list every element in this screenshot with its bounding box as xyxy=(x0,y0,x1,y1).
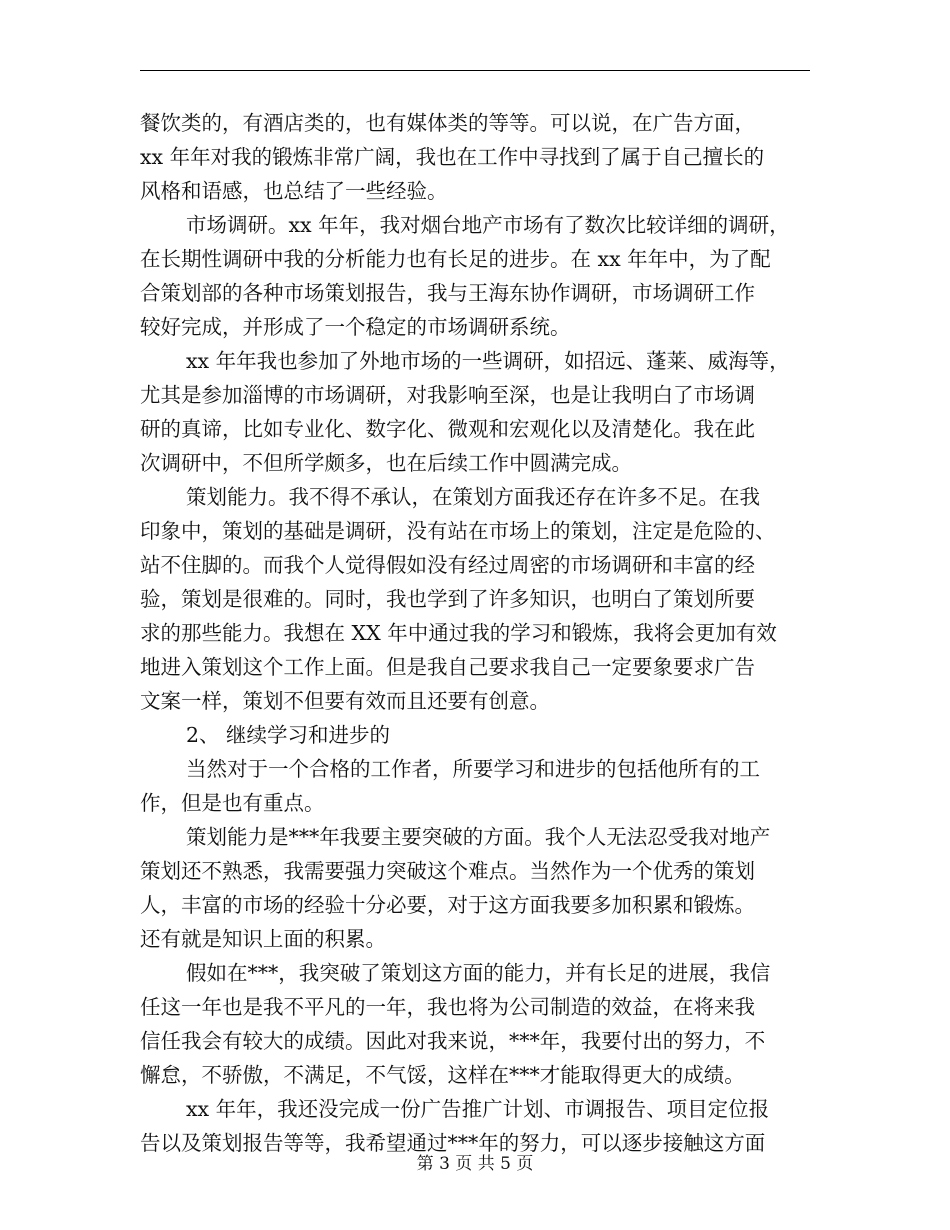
text-line: xx 年年我也参加了外地市场的一些调研，如招远、蓬莱、威海等， xyxy=(186,349,790,373)
text-line: 懈怠，不骄傲，不满足，不气馁，这样在***才能取得更大的成绩。 xyxy=(140,1063,745,1087)
text-line: 地进入策划这个工作上面。但是我自己要求我自己一定要象要求广告 xyxy=(140,655,755,679)
text-line: 当然对于一个合格的工作者，所要学习和进步的包括他所有的工 xyxy=(186,757,760,781)
text-line: 策划能力是***年我要主要突破的方面。我个人无法忍受我对地产 xyxy=(186,825,771,849)
text-line: 风格和语感，也总结了一些经验。 xyxy=(140,179,448,203)
text-line: 餐饮类的，有酒店类的，也有媒体类的等等。可以说，在广告方面， xyxy=(140,111,755,135)
text-line: 告以及策划报告等等，我希望通过***年的努力，可以逐步接触这方面 xyxy=(140,1131,766,1155)
text-line: 2、 继续学习和进步的 xyxy=(186,723,391,747)
header-rule xyxy=(140,70,810,71)
text-line: 信任我会有较大的成绩。因此对我来说，***年，我要付出的努力，不 xyxy=(140,1029,766,1053)
text-line: 在长期性调研中我的分析能力也有长足的进步。在 xx 年年中，为了配 xyxy=(140,247,771,271)
text-line: 策划能力。我不得不承认，在策划方面我还存在许多不足。在我 xyxy=(186,485,760,509)
text-line: 合策划部的各种市场策划报告，我与王海东协作调研，市场调研工作 xyxy=(140,281,755,305)
text-line: 研的真谛，比如专业化、数字化、微观和宏观化以及清楚化。我在此 xyxy=(140,417,755,441)
text-line: 任这一年也是我不平凡的一年，我也将为公司制造的效益，在将来我 xyxy=(140,995,755,1019)
text-line: 印象中，策划的基础是调研，没有站在市场上的策划，注定是危险的、 xyxy=(140,519,776,543)
text-line: 策划还不熟悉，我需要强力突破这个难点。当然作为一个优秀的策划 xyxy=(140,859,755,883)
text-line: 文案一样，策划不但要有效而且还要有创意。 xyxy=(140,689,550,713)
text-line: 作，但是也有重点。 xyxy=(140,791,325,815)
text-line: xx 年年对我的锻炼非常广阔，我也在工作中寻找到了属于自己擅长的 xyxy=(140,145,765,169)
text-line: 还有就是知识上面的积累。 xyxy=(140,927,386,951)
text-line: 次调研中，不但所学颇多，也在后续工作中圆满完成。 xyxy=(140,451,632,475)
text-line: 站不住脚的。而我个人觉得假如没有经过周密的市场调研和丰富的经 xyxy=(140,553,755,577)
text-line: 求的那些能力。我想在 XX 年中通过我的学习和锻炼，我将会更加有效 xyxy=(140,621,777,645)
page-footer: 第 3 页 共 5 页 xyxy=(416,1154,534,1174)
text-line: xx 年年，我还没完成一份广告推广计划、市调报告、项目定位报 xyxy=(186,1097,770,1121)
text-line: 市场调研。xx 年年，我对烟台地产市场有了数次比较详细的调研， xyxy=(186,213,790,237)
text-line: 验，策划是很难的。同时，我也学到了许多知识，也明白了策划所要 xyxy=(140,587,755,611)
text-line: 较好完成，并形成了一个稳定的市场调研系统。 xyxy=(140,315,571,339)
text-line: 假如在***，我突破了策划这方面的能力，并有长足的进展，我信 xyxy=(186,961,771,985)
document-body xyxy=(140,106,810,1160)
text-line: 人，丰富的市场的经验十分必要，对于这方面我要多加积累和锻炼。 xyxy=(140,893,755,917)
text-line: 尤其是参加淄博的市场调研，对我影响至深，也是让我明白了市场调 xyxy=(140,383,755,407)
